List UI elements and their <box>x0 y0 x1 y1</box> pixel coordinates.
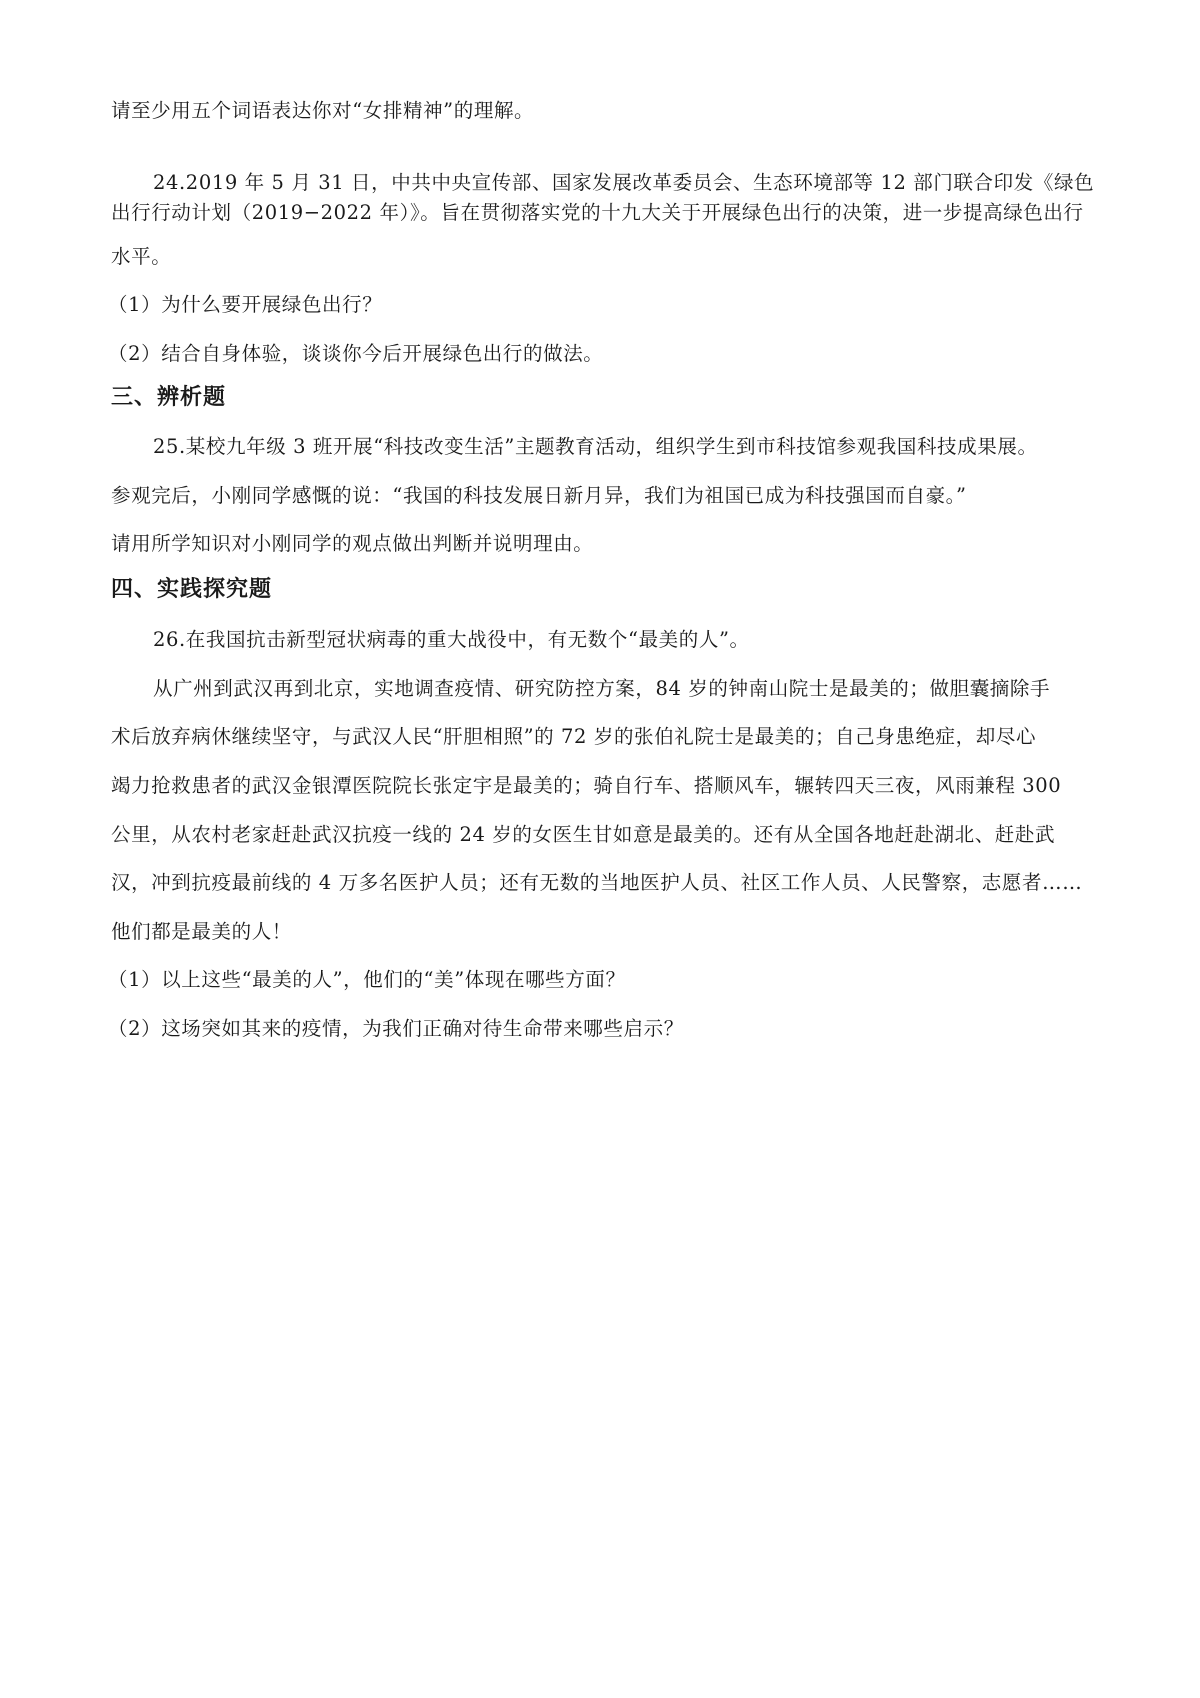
q25-line-1: 25.某校九年级 3 班开展“科技改变生活”主题教育活动，组织学生到市科技馆参观我国科技成果展。 <box>153 435 1038 458</box>
q26-line-5: 汉，冲到抗疫最前线的 4 万多名医护人员；还有无数的当地医护人员、社区工作人员、人民警察，志愿者…… <box>111 871 1083 894</box>
q24-line-1: 24.2019 年 5 月 31 日，中共中央宣传部、国家发展改革委员会、生态环境部等 12 部门联合印发《绿色 <box>153 171 1095 194</box>
q26-line-1: 从广州到武汉再到北京，实地调查疫情、研究防控方案，84 岁的钟南山院士是最美的；做胆囊摘除手 <box>153 677 1051 700</box>
q24-line-2: 出行行动计划（2019−2022 年）》。旨在贯彻落实党的十九大关于开展绿色出行的决策，进一步提高绿色出行 <box>111 201 1084 224</box>
q24-line-3: 水平。 <box>111 245 172 268</box>
q25-line-3: 请用所学知识对小刚同学的观点做出判断并说明理由。 <box>111 532 594 555</box>
q24-sub-question-2: （2）结合自身体验，谈谈你今后开展绿色出行的做法。 <box>108 342 604 365</box>
section-3-heading: 三、辨析题 <box>111 385 227 410</box>
q26-line-2: 术后放弃病休继续坚守，与武汉人民“肝胆相照”的 72 岁的张伯礼院士是最美的；自己身患绝症，却尽心 <box>111 725 1037 748</box>
q26-sub-question-1: （1）以上这些“最美的人”，他们的“美”体现在哪些方面？ <box>108 968 626 991</box>
q23-tail-text: 请至少用五个词语表达你对“女排精神”的理解。 <box>111 99 535 122</box>
q24-sub-question-1: （1）为什么要开展绿色出行？ <box>108 293 383 316</box>
q26-line-6: 他们都是最美的人！ <box>111 920 292 943</box>
section-4-heading: 四、实践探究题 <box>111 577 273 602</box>
q26-sub-question-2: （2）这场突如其来的疫情，为我们正确对待生命带来哪些启示？ <box>108 1017 684 1040</box>
q26-intro: 26.在我国抗击新型冠状病毒的重大战役中，有无数个“最美的人”。 <box>153 628 750 651</box>
q25-line-2: 参观完后，小刚同学感慨的说：“我国的科技发展日新月异，我们为祖国已成为科技强国而自豪。” <box>111 484 967 507</box>
q26-line-4: 公里，从农村老家赶赴武汉抗疫一线的 24 岁的女医生甘如意是最美的。还有从全国各地赶赴湖北、赶赴武 <box>111 823 1056 846</box>
q26-line-3: 竭力抢救患者的武汉金银潭医院院长张定宇是最美的；骑自行车、搭顺风车，辗转四天三夜，风雨兼程 300 <box>111 774 1062 797</box>
